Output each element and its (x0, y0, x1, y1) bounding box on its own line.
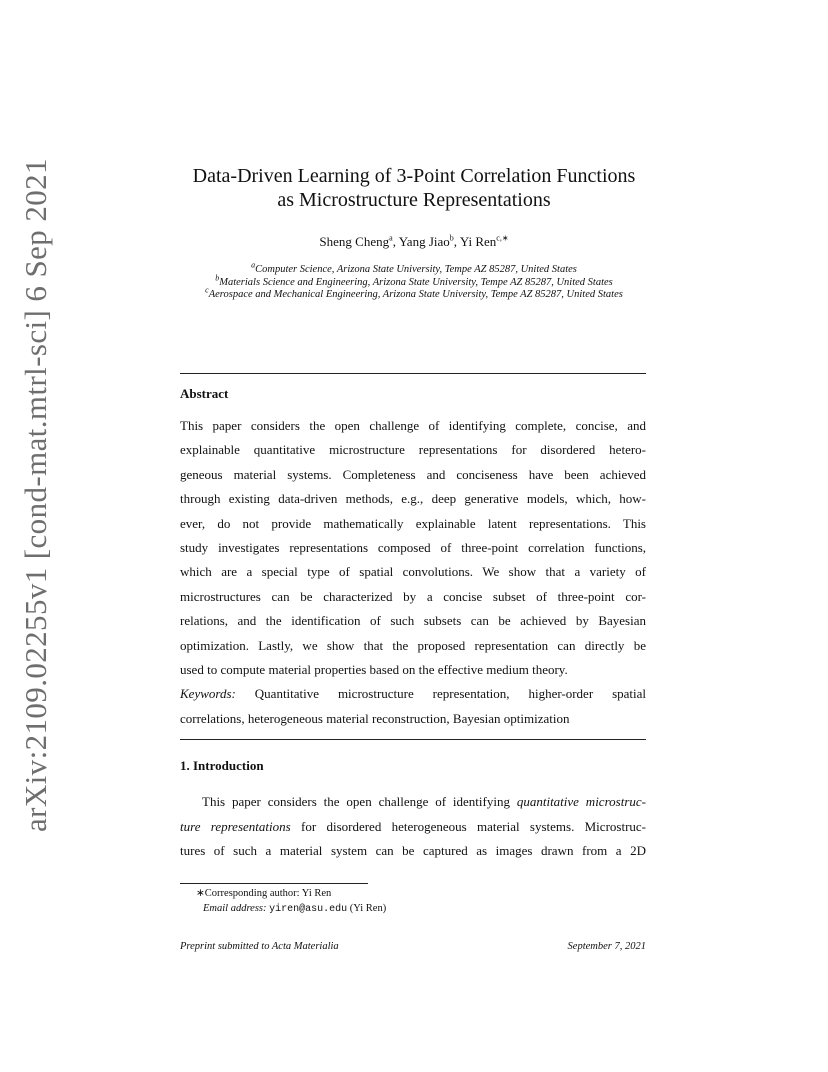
body-line (180, 790, 646, 815)
keywords-line: correlations, heterogeneous material reconstruction, Bayesian optimization (180, 710, 570, 726)
keywords-label: Keywords: (180, 686, 236, 702)
body-line (180, 815, 646, 840)
title-line-1: Data-Driven Learning of 3-Point Correlation Functions (192, 165, 636, 187)
abstract-line: study investigates representations composed of three-point correlation functions, (180, 540, 646, 556)
keywords-text: Quantitative microstructure representation, higher-order spatial (254, 686, 647, 702)
footnote-rule (180, 883, 368, 884)
author-name: Yang Jiao (398, 234, 450, 249)
emphasis-text: quantitative microstruc- (516, 794, 646, 809)
title-line-2: as Microstructure Representations (277, 189, 551, 211)
abstract-line: which are a special type of spatial convolutions. We show that a variety of (180, 564, 646, 580)
email-address[interactable]: yiren@asu.edu (269, 904, 348, 915)
abstract-line: geneous material systems. Completeness and conciseness have been achieved (180, 466, 646, 482)
abstract-line: through existing data-driven methods, e.g., deep generative models, which, how- (180, 491, 646, 507)
introduction-body (180, 790, 646, 864)
affiliation (180, 273, 648, 290)
author-name: Sheng Cheng (319, 234, 390, 249)
abstract-heading: Abstract (180, 386, 229, 401)
author-affil-mark: a (389, 233, 393, 243)
abstract-top-rule (180, 373, 646, 374)
preprint-note: Preprint submitted to Acta Materialia (180, 941, 339, 952)
abstract-line: relations, and the identification of such subsets can be achieved by Bayesian (180, 613, 646, 629)
body-text: for disordered heterogeneous material systems. Microstruc- (290, 818, 646, 834)
affiliations (180, 260, 648, 302)
abstract-line: microstructures can be characterized by a concise subset of three-point cor- (180, 588, 646, 604)
affiliation-mark: c (205, 285, 209, 295)
section-heading-introduction: 1. Introduction (180, 758, 264, 773)
affiliation-mark: b (215, 273, 220, 282)
footnote (196, 886, 386, 917)
author-separator: , (453, 234, 460, 249)
author-name: Yi Ren (459, 234, 497, 249)
author-affil-mark: c,∗ (496, 233, 509, 243)
affiliation-text: Aerospace and Mechanical Engineering, Arizona State University, Tempe AZ 85287, United States (208, 289, 623, 300)
abstract-line: optimization. Lastly, we show that the proposed representation can directly be (180, 637, 646, 653)
email-label: Email address: (203, 903, 267, 914)
emphasis-text: ture representations (180, 818, 291, 834)
arxiv-identifier-stamp: arXiv:2109.02255v1 [cond-mat.mtrl-sci] 6 Sep 2021 (18, 158, 53, 832)
abstract-line: This paper considers the open challenge of identifying complete, concise, and (180, 418, 646, 433)
author-affil-mark: b (449, 233, 454, 243)
author-list (180, 234, 648, 250)
body-text: This paper considers the open challenge of identifying (202, 794, 517, 809)
body-line: tures of such a material system can be captured as images drawn from a 2D (180, 843, 646, 859)
corresponding-author-note: ∗Corresponding author: Yi Ren (196, 888, 332, 899)
author-separator: , (392, 234, 399, 249)
abstract-line: ever, do not provide mathematically explainable latent representations. This (180, 515, 646, 531)
affiliation-text: Materials Science and Engineering, Arizona State University, Tempe AZ 85287, United States (219, 276, 613, 288)
affiliation-text: Computer Science, Arizona State University, Tempe AZ 85287, United States (255, 264, 577, 275)
email-owner: (Yi Ren) (349, 903, 387, 914)
abstract-bottom-rule (180, 739, 646, 740)
abstract-body (180, 414, 646, 731)
paper-title (180, 164, 648, 212)
footer-date: September 7, 2021 (567, 941, 646, 952)
abstract-line: explainable quantitative microstructure representations for disordered hetero- (180, 442, 646, 458)
abstract-line: used to compute material properties based on the effective medium theory. (180, 662, 568, 678)
keywords-line (180, 682, 646, 706)
affiliation (180, 260, 648, 277)
affiliation-mark: a (251, 260, 256, 270)
email-note (196, 901, 386, 917)
affiliation (180, 285, 648, 302)
